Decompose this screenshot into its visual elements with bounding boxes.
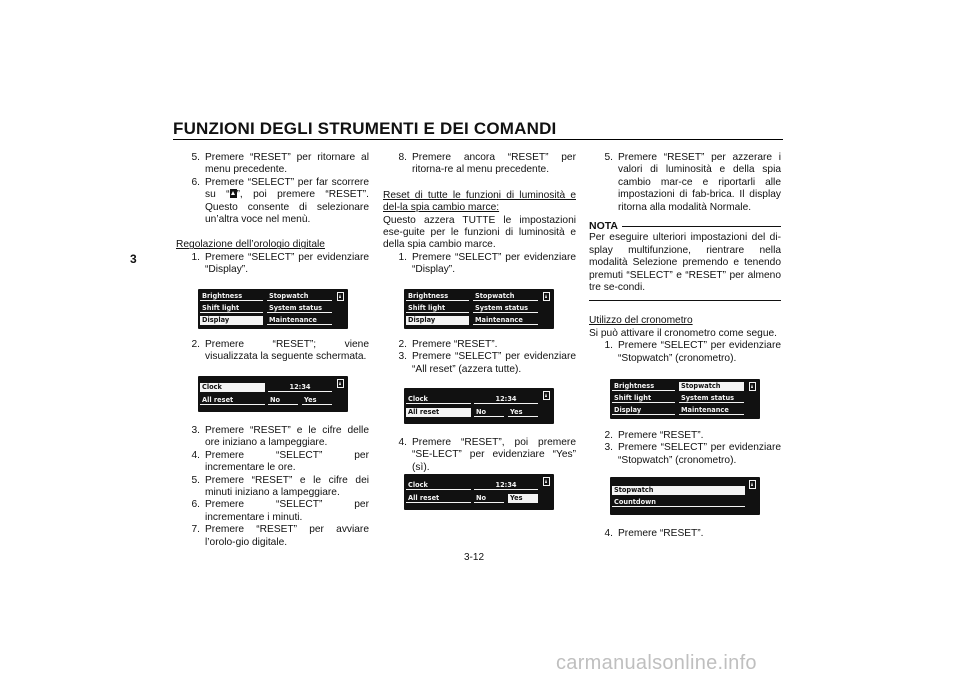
lcd-menu-display-1: Brightness Stopwatch Shift light System status Display Maintenance bbox=[198, 289, 348, 329]
list-item: 2. Premere “RESET”. bbox=[604, 430, 704, 441]
list-item: 5. Premere “RESET” e le cifre dei minuti iniziano a lampeggiare. bbox=[191, 474, 369, 499]
menu-up-icon bbox=[230, 189, 237, 198]
lcd-yes-display: Clock 12:34 All reset No Yes bbox=[404, 474, 554, 510]
list-item: 6. Premere “SELECT” per incrementare i minuti. bbox=[191, 499, 369, 523]
list-item: 8. Premere ancora “RESET” per ritorna-re al menu precedente. bbox=[398, 152, 576, 176]
page-title: FUNZIONI DEGLI STRUMENTI E DEI COMANDI bbox=[173, 119, 557, 138]
lcd-stopwatch-display: Stopwatch Countdown bbox=[610, 477, 760, 515]
note-end-rule bbox=[589, 300, 781, 301]
lcd-clock-display: Clock 12:34 All reset No Yes bbox=[198, 376, 348, 412]
list-item: 7. Premere “RESET” per avviare l’orolo-gio digitale. bbox=[191, 524, 369, 548]
lcd-menu-display-2: Brightness Stopwatch Shift light System status Display Maintenance bbox=[404, 289, 554, 329]
note-heading: NOTA bbox=[589, 220, 781, 232]
menu-up-icon bbox=[337, 292, 344, 301]
reset-intro: Questo azzera TUTTE le impostazioni ese-guite per le funzioni di luminosità e della spia cambio marce. bbox=[383, 214, 576, 251]
column-3 bbox=[589, 152, 781, 365]
menu-up-icon bbox=[543, 477, 550, 486]
chapter-number: 3 bbox=[130, 252, 137, 266]
menu-up-icon bbox=[337, 379, 344, 388]
list-item: 1. Premere “SELECT” per evidenziare “Display”. bbox=[191, 251, 369, 276]
column-1-b bbox=[176, 339, 369, 364]
list-item: 4. Premere “RESET”, poi premere “SE-LECT” per evidenziare “Yes” (sì). bbox=[398, 437, 576, 473]
list-item: 2. Premere “RESET”; viene visualizzata la seguente schermata. bbox=[191, 339, 369, 363]
list-item: 3. Premere “SELECT” per evidenziare “Stopwatch” (cronometro). bbox=[604, 442, 781, 466]
list-item: 1. Premere “SELECT” per evidenziare “Stopwatch” (cronometro). bbox=[604, 340, 781, 364]
column-1 bbox=[176, 152, 369, 277]
list-item: 3. Premere “RESET” e le cifre delle ore iniziano a lampeggiare. bbox=[191, 425, 369, 449]
column-3-c bbox=[589, 528, 781, 540]
list-item: 5. Premere “RESET” per azzerare i valori di luminosità e della spia cambio mar-ce e riportarli alle impostazioni di fab-brica. Il display ritorna alla modalità Normale. bbox=[604, 152, 781, 213]
menu-up-icon bbox=[543, 292, 550, 301]
stopwatch-section-heading: Utilizzo del cronometro bbox=[589, 315, 693, 327]
menu-up-icon bbox=[749, 382, 756, 391]
menu-up-icon bbox=[543, 391, 550, 400]
column-2-b bbox=[383, 339, 576, 376]
stopwatch-intro: Si può attivare il cronometro come segue. bbox=[589, 327, 777, 339]
list-item: 4. Premere “SELECT” per incrementare le ore. bbox=[191, 449, 369, 474]
column-3-b bbox=[589, 430, 781, 467]
lcd-menu-display-3: Brightness Stopwatch Shift light System status Display Maintenance bbox=[610, 379, 760, 419]
list-item: 5. Premere “RESET” per ritornare al menu precedente. bbox=[191, 152, 369, 176]
watermark: carmanualsonline.info bbox=[556, 652, 757, 674]
list-item: 6. Premere “SELECT” per far scorrere su “ ”, poi premere “RESET”. Questo consente di selezionare un’altra voce nel menù. bbox=[191, 176, 369, 226]
note-text: Per eseguire ulteriori impostazioni del di-splay multifunzione, rientrare nella modalità Selezione premendo e tenendo premuti “SELECT” e “RESET” per almeno tre se-condi. bbox=[589, 232, 781, 294]
lcd-all-reset-display: Clock 12:34 All reset No Yes bbox=[404, 388, 554, 424]
title-rule bbox=[173, 139, 783, 140]
clock-section-heading: Regolazione dell’orologio digitale bbox=[176, 239, 325, 251]
list-item: 4. Premere “RESET”. bbox=[604, 528, 704, 539]
list-item: 1. Premere “SELECT” per evidenziare “Display”. bbox=[398, 251, 576, 276]
page-number: 3-12 bbox=[464, 552, 485, 563]
menu-up-icon bbox=[749, 480, 756, 489]
reset-section-heading: Reset di tutte le funzioni di luminosità e del-la spia cambio marce: bbox=[383, 189, 576, 214]
column-2 bbox=[383, 152, 576, 277]
list-item: 2. Premere “RESET”. bbox=[398, 339, 498, 350]
list-item: 3. Premere “SELECT” per evidenziare “All reset” (azzera tutte). bbox=[398, 351, 576, 375]
column-1-c bbox=[176, 425, 369, 549]
column-2-c bbox=[383, 437, 576, 474]
